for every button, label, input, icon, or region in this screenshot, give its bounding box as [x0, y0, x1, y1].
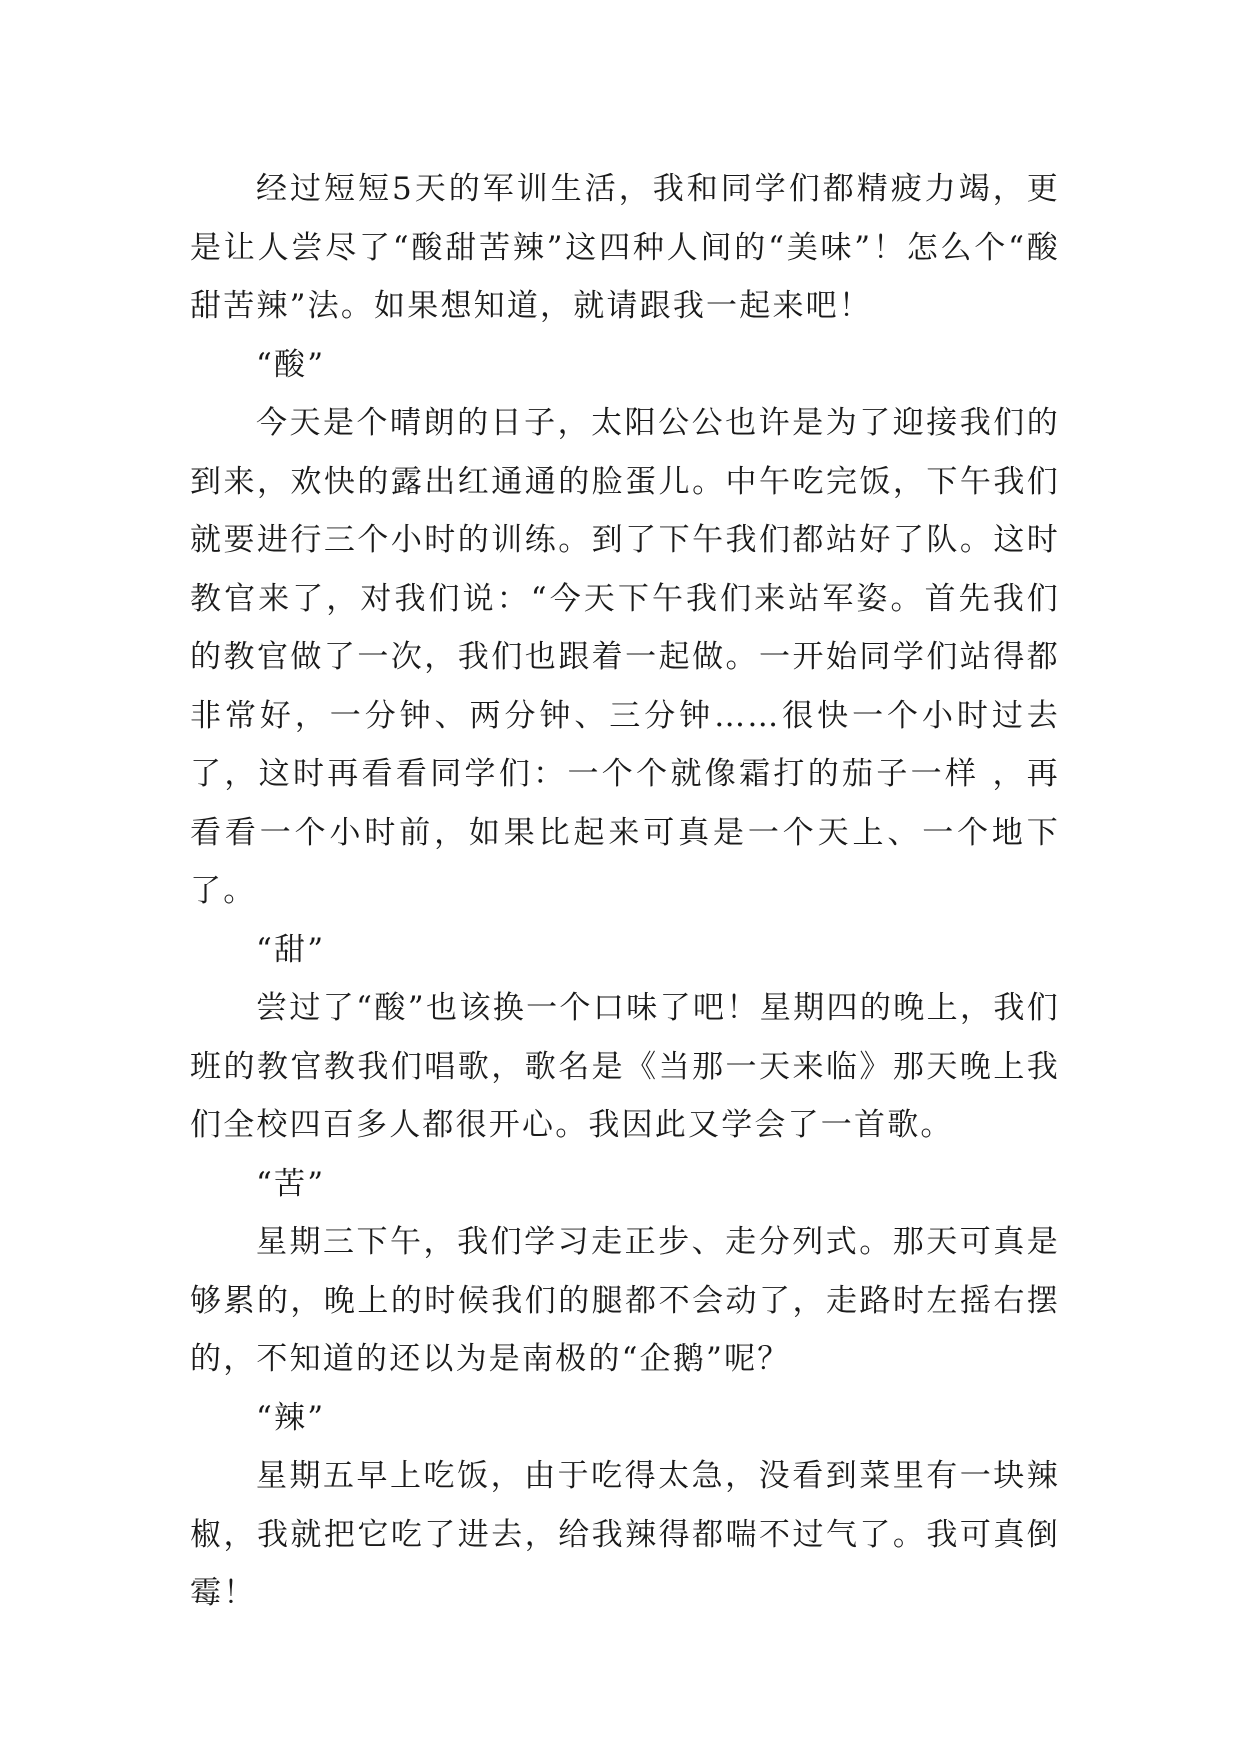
- sour-paragraph: 今天是个晴朗的日子，太阳公公也许是为了迎接我们的到来，欢快的露出红通通的脸蛋儿。中午吃完饭，下午我们就要进行三个小时的训练。到了下午我们都站好了队。这时教官来了，对我们说：“今天下午我们来站军姿。首先我们的教官做了一次，我们也跟着一起做。一开始同学们站得都非常好，一分钟、两分钟、三分钟……很快一个小时过去了，这时再看看同学们：一个个就像霜打的茄子一样 ，再看看一个小时前，如果比起来可真是一个天上、一个地下了。: [190, 405, 1060, 909]
- section-heading-bitter: “苦”: [256, 1165, 326, 1202]
- intro-paragraph: 经过短短5天的军训生活，我和同学们都精疲力竭，更是让人尝尽了“酸甜苦辣”这四种人间的“美味”！怎么个“酸甜苦辣”法。如果想知道，就请跟我一起来吧！: [190, 171, 1060, 324]
- section-heading-spicy: “辣”: [256, 1399, 326, 1436]
- spicy-paragraph: 星期五早上吃饭，由于吃得太急，没看到菜里有一块辣椒，我就把它吃了进去，给我辣得都喘不过气了。我可真倒霉！: [190, 1458, 1060, 1611]
- bitter-paragraph: 星期三下午，我们学习走正步、走分列式。那天可真是够累的，晚上的时候我们的腿都不会动了，走路时左摇右摆的，不知道的还以为是南极的“企鹅”呢？: [190, 1224, 1060, 1377]
- sweet-paragraph: 尝过了“酸”也该换一个口味了吧！星期四的晚上，我们班的教官教我们唱歌，歌名是《当那一天来临》那天晚上我们全校四百多人都很开心。我因此又学会了一首歌。: [190, 990, 1060, 1143]
- section-heading-sour: “酸”: [256, 346, 326, 383]
- section-heading-sweet: “甜”: [256, 931, 326, 968]
- article-body: [190, 160, 1060, 1623]
